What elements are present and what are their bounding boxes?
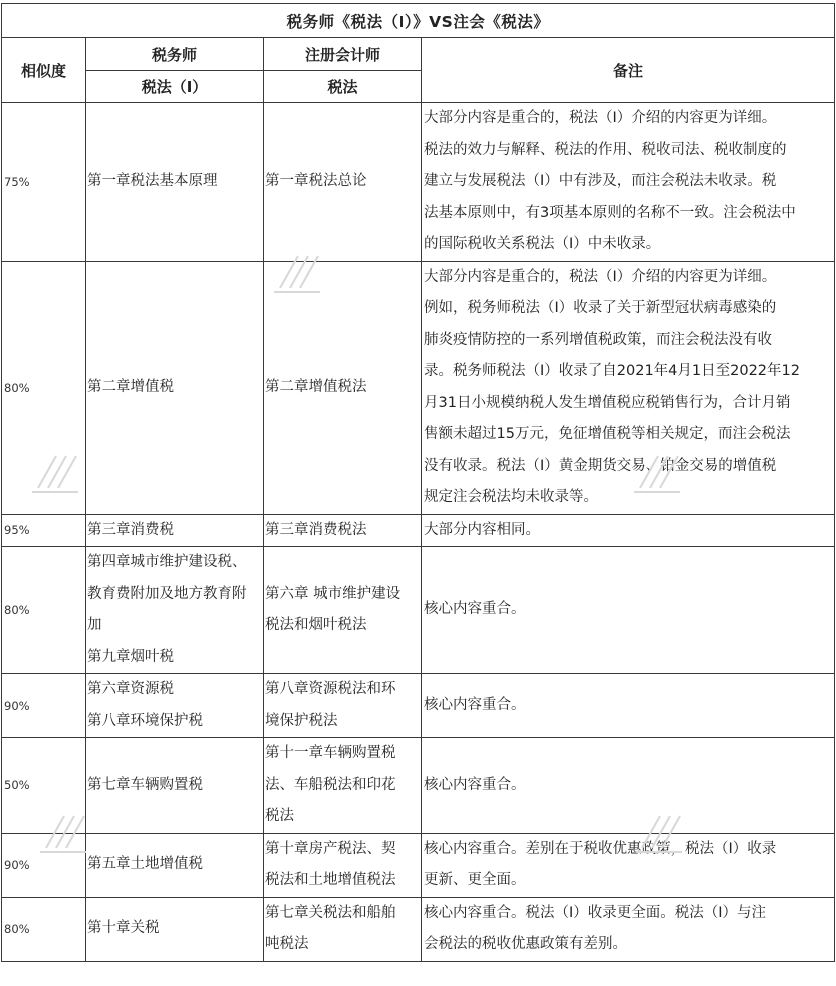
table-row	[2, 738, 835, 834]
tax-agent-chapter-cell	[86, 514, 264, 547]
table-row	[2, 547, 835, 674]
header-remarks: 备注	[422, 38, 835, 103]
remarks-line: 大部分内容是重合的，税法（Ⅰ）介绍的内容更为详细。	[424, 268, 777, 285]
cpa-chapter-cell	[264, 514, 422, 547]
similarity-cell: 80%	[2, 547, 86, 674]
remarks-cell	[422, 514, 835, 547]
tax-agent-chapter-line: 加	[87, 617, 102, 633]
remarks-cell	[422, 103, 835, 262]
cpa-chapter-line: 第六章 城市维护建设	[265, 585, 401, 602]
cpa-chapter-cell	[264, 674, 422, 738]
remarks-line: 核心内容重合。	[424, 601, 526, 618]
remarks-line: 建立与发展税法（Ⅰ）中有涉及，而注会税法未收录。税	[424, 173, 777, 189]
header-row-1	[2, 38, 835, 71]
cpa-chapter-cell	[264, 897, 422, 961]
remarks-line: 没有收录。税法（Ⅰ）黄金期货交易、铂金交易的增值税	[424, 457, 777, 474]
remarks-line: 法基本原则中，有3项基本原则的名称不一致。注会税法中	[424, 204, 796, 221]
remarks-line: 例如，税务师税法（Ⅰ）收录了关于新型冠状病毒感染的	[424, 300, 777, 316]
table-row	[2, 261, 835, 514]
tax-agent-chapter-line: 第一章税法基本原理	[87, 173, 218, 189]
cpa-chapter-cell	[264, 261, 422, 514]
remarks-line: 核心内容重合。	[424, 696, 526, 713]
cpa-chapter-cell	[264, 103, 422, 262]
similarity-cell: 95%	[2, 514, 86, 547]
cpa-chapter-line: 第一章税法总论	[265, 173, 367, 189]
tax-agent-chapter-cell	[86, 738, 264, 834]
similarity-cell: 90%	[2, 833, 86, 897]
cpa-chapter-line: 境保护税法	[265, 712, 338, 729]
remarks-cell	[422, 833, 835, 897]
cpa-chapter-line: 第七章关税法和船舶	[265, 904, 396, 921]
tax-agent-chapter-cell	[86, 897, 264, 961]
cpa-chapter-line: 税法和土地增值税法	[265, 872, 396, 888]
header-cpa: 注册会计师	[264, 38, 422, 71]
tax-agent-chapter-line: 第六章资源税	[87, 681, 174, 697]
tax-agent-chapter-line: 第十章关税	[87, 920, 160, 937]
cpa-chapter-line: 第三章消费税法	[265, 521, 367, 538]
remarks-cell	[422, 674, 835, 738]
tax-agent-chapter-cell	[86, 833, 264, 897]
tax-agent-chapter-cell	[86, 547, 264, 674]
remarks-line: 核心内容重合。税法（Ⅰ）收录更全面。税法（Ⅰ）与注	[424, 904, 767, 921]
tax-agent-chapter-line: 第七章车辆购置税	[87, 776, 203, 793]
similarity-cell: 50%	[2, 738, 86, 834]
table-row	[2, 897, 835, 961]
cpa-chapter-line: 第二章增值税法	[265, 378, 367, 395]
tax-agent-chapter-line: 第五章土地增值税	[87, 856, 203, 873]
remarks-cell	[422, 547, 835, 674]
header-tax-agent: 税务师	[86, 38, 264, 71]
similarity-cell: 90%	[2, 674, 86, 738]
tax-agent-chapter-line: 第四章城市维护建设税、	[87, 554, 247, 570]
remarks-line: 税法的效力与解释、税法的作用、税收司法、税收制度的	[424, 141, 787, 158]
cpa-chapter-line: 税法和烟叶税法	[265, 617, 367, 633]
table-row	[2, 674, 835, 738]
cpa-chapter-line: 第十章房产税法、契	[265, 840, 396, 857]
tax-agent-chapter-line: 第九章烟叶税	[87, 648, 174, 665]
table-title: 税务师《税法（Ⅰ）》VS注会《税法》	[2, 4, 835, 38]
tax-agent-chapter-cell	[86, 103, 264, 262]
similarity-cell: 80%	[2, 897, 86, 961]
cpa-chapter-line: 第十一章车辆购置税	[265, 745, 396, 761]
remarks-line: 核心内容重合。差别在于税收优惠政策，税法（Ⅰ）收录	[424, 840, 777, 857]
table-row	[2, 833, 835, 897]
remarks-line: 核心内容重合。	[424, 776, 526, 793]
tax-agent-chapter-line: 教育费附加及地方教育附	[87, 585, 247, 602]
table-body	[2, 103, 835, 962]
header-similarity: 相似度	[2, 38, 86, 103]
cpa-chapter-cell	[264, 833, 422, 897]
tax-agent-chapter-line: 第三章消费税	[87, 521, 174, 538]
similarity-cell: 80%	[2, 261, 86, 514]
remarks-line: 售额未超过15万元，免征增值税等相关规定，而注会税法	[424, 426, 791, 442]
remarks-line: 更新、更全面。	[424, 872, 526, 888]
cpa-chapter-line: 税法	[265, 808, 294, 824]
table-row	[2, 103, 835, 262]
remarks-line: 大部分内容相同。	[424, 521, 540, 538]
cpa-chapter-line: 吨税法	[265, 936, 309, 952]
tax-agent-chapter-line: 第八章环境保护税	[87, 712, 203, 729]
title-row	[2, 4, 835, 38]
cpa-chapter-cell	[264, 738, 422, 834]
similarity-cell: 75%	[2, 103, 86, 262]
remarks-line: 的国际税收关系税法（Ⅰ）中未收录。	[424, 236, 661, 252]
cpa-chapter-line: 法、车船税法和印花	[265, 776, 396, 793]
remarks-line: 规定注会税法均未收录等。	[424, 489, 598, 505]
cpa-chapter-line: 第八章资源税法和环	[265, 681, 396, 697]
remarks-cell	[422, 261, 835, 514]
remarks-cell	[422, 738, 835, 834]
table-row	[2, 514, 835, 547]
header-cpa-sub: 税法	[264, 71, 422, 103]
remarks-line: 大部分内容是重合的，税法（Ⅰ）介绍的内容更为详细。	[424, 110, 777, 126]
remarks-line: 会税法的税收优惠政策有差别。	[424, 936, 627, 952]
remarks-line: 录。税务师税法（Ⅰ）收录了自2021年4月1日至2022年12	[424, 363, 800, 379]
tax-agent-chapter-line: 第二章增值税	[87, 378, 174, 395]
remarks-line: 月31日小规模纳税人发生增值税应税销售行为，合计月销	[424, 394, 791, 411]
tax-agent-chapter-cell	[86, 261, 264, 514]
cpa-chapter-cell	[264, 547, 422, 674]
comparison-table	[1, 3, 835, 962]
tax-agent-chapter-cell	[86, 674, 264, 738]
remarks-line: 肺炎疫情防控的一系列增值税政策，而注会税法没有收	[424, 331, 772, 348]
remarks-cell	[422, 897, 835, 961]
header-tax-agent-sub: 税法（Ⅰ）	[86, 71, 264, 103]
